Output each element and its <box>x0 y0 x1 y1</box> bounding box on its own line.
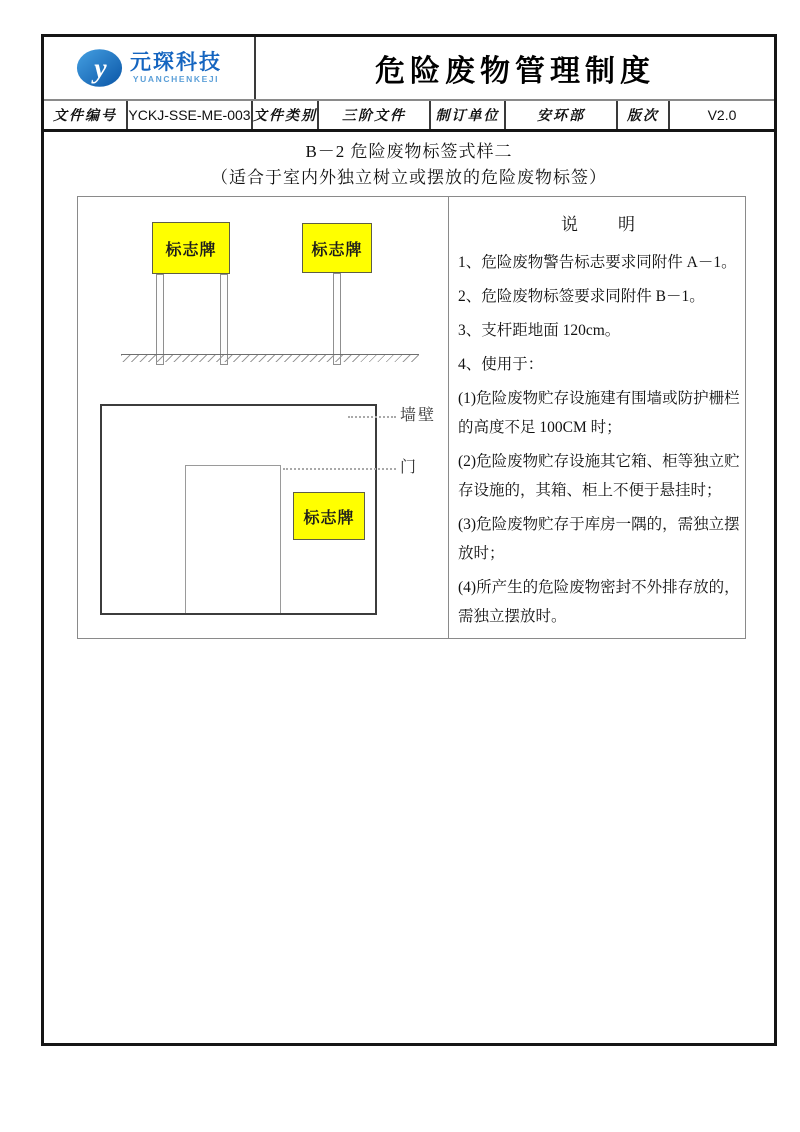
logo-text <box>130 52 222 84</box>
logo-cell <box>44 37 256 99</box>
brand-name-cn: 元琛科技 <box>130 51 222 75</box>
brand-name-en: YUANCHENKEJI <box>132 74 220 85</box>
doc-title-cell <box>256 37 774 99</box>
wall-leader-dotted-line <box>348 416 396 418</box>
meta-label-version: 版次 <box>618 101 670 129</box>
notes-title: 说 明 <box>561 215 637 234</box>
note-sub-item-4: (4)所产生的危险废物密封不外排存放的，需独立摆放时。 <box>458 579 740 625</box>
meta-label-doc-no: 文件编号 <box>44 101 128 129</box>
document-page <box>41 34 777 1046</box>
section-title: B－2 危险废物标签式样二 <box>305 142 513 161</box>
sign-post <box>220 274 228 365</box>
company-logo-icon <box>76 48 123 88</box>
attachment-figure <box>77 196 746 639</box>
meta-label-doc-type: 文件类别 <box>253 101 319 129</box>
meta-table-row <box>44 101 774 132</box>
meta-value-doc-type: 三阶文件 <box>319 101 431 129</box>
note-item-3: 3、支杆距地面 120cm。 <box>458 322 621 339</box>
page-content <box>44 132 774 1043</box>
wall-label: 墙壁 <box>400 407 437 424</box>
meta-value-dept: 安环部 <box>506 101 618 129</box>
note-sub-item-2: (2)危险废物贮存设施其它箱、柜等独立贮存设施的，其箱、柜上不便于悬挂时； <box>458 453 740 499</box>
sign-post <box>333 273 341 365</box>
notes-panel <box>449 197 745 638</box>
sign-board-on-wall: 标志牌 <box>293 492 365 540</box>
door-label: 门 <box>400 459 419 476</box>
svg-text:y: y <box>94 53 107 85</box>
sign-post <box>156 274 164 365</box>
note-item-1: 1、危险废物警告标志要求同附件 A－1。 <box>458 254 737 271</box>
sign-board-left: 标志牌 <box>152 222 230 274</box>
note-sub-item-3: (3)危险废物贮存于库房一隅的，需独立摆放时； <box>458 516 740 562</box>
note-sub-item-1: (1)危险废物贮存设施建有围墙或防护栅栏的高度不足 100CM 时； <box>458 390 740 436</box>
meta-value-doc-no: YCKJ-SSE-ME-003 <box>128 101 253 129</box>
doc-title: 危险废物管理制度 <box>375 55 655 88</box>
door-leader-dotted-line <box>283 468 396 470</box>
sign-board-right: 标志牌 <box>302 223 372 273</box>
door-rectangle <box>185 465 281 613</box>
meta-label-dept: 制订单位 <box>431 101 506 129</box>
header-row-title <box>44 37 774 101</box>
note-item-4: 4、使用于： <box>458 356 544 373</box>
note-item-2: 2、危险废物标签要求同附件 B－1。 <box>458 288 705 305</box>
meta-value-version: V2.0 <box>707 107 737 123</box>
section-subtitle: （适合于室内外独立树立或摆放的危险废物标签） <box>211 168 607 187</box>
ground-hatch <box>121 355 419 362</box>
wall-rectangle <box>100 404 377 615</box>
